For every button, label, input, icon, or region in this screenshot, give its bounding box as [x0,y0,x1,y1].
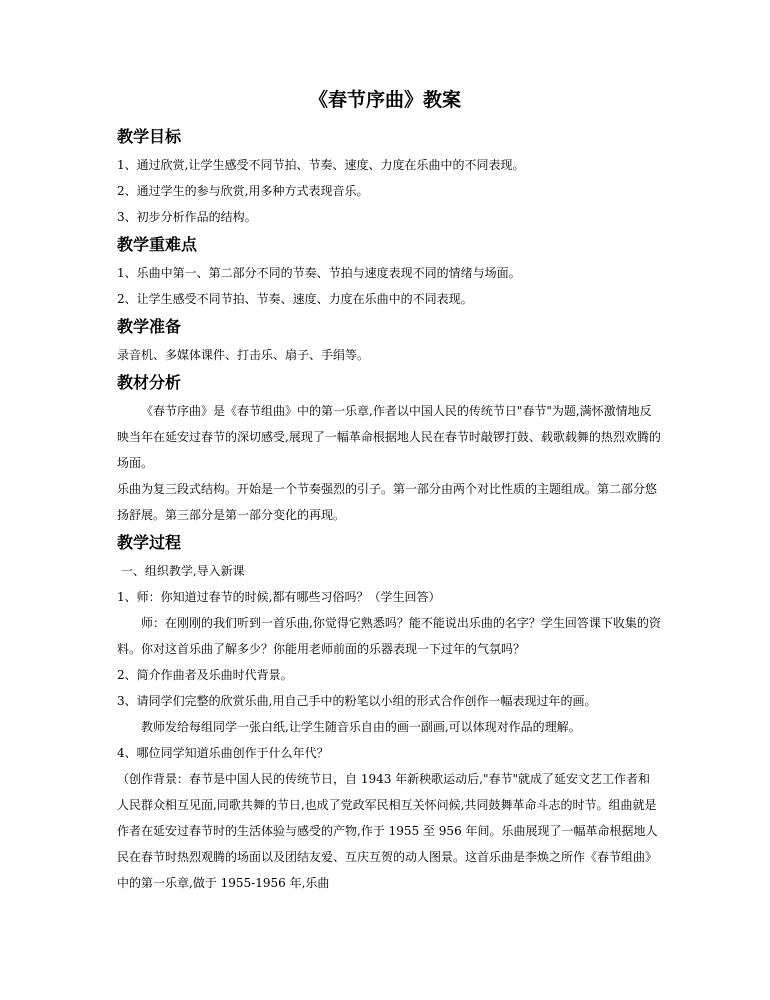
heading-key-points: 教学重难点 [117,235,198,254]
key-point-item: 1、乐曲中第一、第二部分不同的节奏、节拍与速度表现不同的情绪与场面。 [117,266,521,280]
key-point-item: 2、让学生感受不同节拍、节奏、速度、力度在乐曲中的不同表现。 [117,292,473,306]
preparation-text: 录音机、多媒体课件、打击乐、扇子、手绢等。 [117,348,370,362]
heading-process: 教学过程 [117,533,182,552]
background-paragraph: （创作背景：春节是中国人民的传统节日，自 1943 年新秧歌运动后,"春节"就成了延安文艺工作者和人民群众相互见面,同歌共舞的节日,也成了党政军民相互关怀问候,共同鼓舞革命斗志的时节。组曲就是作者在延安过春节时的生活体验与感受的产物,作于 1955 至 956 年间。乐曲展现了一幅革命根据地人民在春节时热烈观腾的场面以及团结友爱、互庆互贺的动人图景。这首乐曲是李焕之所作《春节组曲》中的第一乐章,做于 1955-1956 年,乐曲 [117,772,658,890]
process-question: 1、师：你知道过春节的时候,都有哪些习俗吗？（学生回答） [117,590,441,604]
process-step-title: 一、组织教学,导入新课 [117,564,245,578]
process-paragraph: 教师发给每组同学一张白纸,让学生随音乐自由的画一副画,可以体现对作品的理解。 [141,720,581,734]
analysis-paragraph: 乐曲为复三段式结构。开始是一个节奏强烈的引子。第一部分由两个对比性质的主题组成。第二部分悠扬舒展。第三部分是第一部分变化的再现。 [117,482,658,522]
process-paragraph: 师：在刚刚的我们听到一首乐曲,你觉得它熟悉吗？能不能说出乐曲的名字？学生回答课下收集的资料。你对这首乐曲了解多少？你能用老师前面的乐器表现一下过年的气氛吗？ [117,616,661,656]
heading-preparation: 教学准备 [117,317,182,336]
process-question: 3、请同学们完整的欣赏乐曲,用自己手中的粉笔以小组的形式合作创作一幅表现过年的画。 [117,694,597,708]
heading-analysis: 教材分析 [117,373,182,392]
page-title: 《春节序曲》教案 [308,89,461,111]
goal-item: 2、通过学生的参与欣赏,用多种方式表现音乐。 [117,184,369,198]
process-question: 4、哪位同学知道乐曲创作于什么年代？ [117,746,329,760]
analysis-paragraph: 《春节序曲》是《春节组曲》中的第一乐章,作者以中国人民的传统节日"春节"为题,满怀激情地反映当年在延安过春节的深切感受,展现了一幅革命根据地人民在春节时敲锣打鼓、载歌载舞的热烈欢腾的场面。 [117,404,661,470]
goal-item: 3、初步分析作品的结构。 [117,210,257,224]
goal-item: 1、通过欣赏,让学生感受不同节拍、节奏、速度、力度在乐曲中的不同表现。 [117,158,525,172]
heading-goals: 教学目标 [117,127,182,146]
process-question: 2、简介作曲者及乐曲时代背景。 [117,668,293,682]
document-body [117,122,662,896]
